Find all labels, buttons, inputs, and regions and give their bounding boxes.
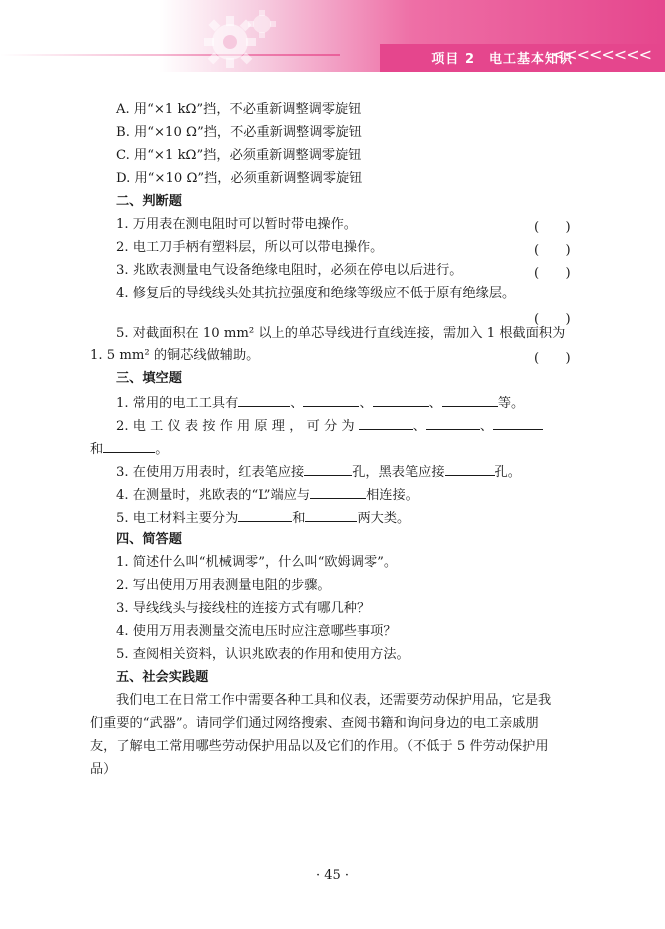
short-answer-item-3: 3. 导线线头与接线柱的连接方式有哪几种？ <box>116 601 371 616</box>
separator: 、 <box>359 396 373 411</box>
answer-blank[interactable] <box>103 439 155 453</box>
chevron-decoration: <<<<<<<< <box>551 45 651 64</box>
section-heading-social-practice: 五、社会实践题 <box>116 670 209 685</box>
fill-item-5-text-b: 和 <box>292 511 306 526</box>
fill-item-1 <box>116 393 524 413</box>
tf-item-3: 3. 兆欧表测量电气设备绝缘电阻时，必须在停电以后进行。 <box>116 263 463 278</box>
fill-item-4 <box>116 485 419 505</box>
practice-paragraph-line-2: 们重要的“武器”。请同学们通过网络搜索、查阅书籍和询问身边的电工亲戚朋 <box>90 716 539 731</box>
section-heading-short-answer: 四、简答题 <box>116 532 182 547</box>
choice-c: C. 用“×1 kΩ”挡，必须重新调整调零旋钮 <box>116 148 362 163</box>
answer-paren: ( ) <box>534 351 571 366</box>
fill-item-5-text-c: 两大类。 <box>357 511 411 526</box>
answer-blank[interactable] <box>303 393 359 407</box>
short-answer-item-2: 2. 写出使用万用表测量电阻的步骤。 <box>116 578 331 593</box>
choice-b: B. 用“×10 Ω”挡，不必重新调整调零旋钮 <box>116 125 362 140</box>
answer-blank[interactable] <box>238 393 290 407</box>
answer-blank[interactable] <box>310 485 366 499</box>
tf-item-5: 5. 对截面积在 10 mm² 以上的单芯导线进行直线连接，需加入 1 根截面积为 <box>116 326 566 341</box>
fill-item-2-and: 和 <box>90 442 104 457</box>
short-answer-item-4: 4. 使用万用表测量交流电压时应注意哪些事项？ <box>116 624 397 639</box>
fill-item-3-text-a: 3. 在使用万用表时，红表笔应接 <box>116 465 305 480</box>
section-heading-true-false: 二、判断题 <box>116 194 182 209</box>
answer-blank[interactable] <box>426 416 480 430</box>
fill-item-1-text: 1. 常用的电工工具有 <box>116 396 239 411</box>
short-answer-item-5: 5. 查阅相关资料，认识兆欧表的作用和使用方法。 <box>116 647 410 662</box>
answer-blank[interactable] <box>304 462 352 476</box>
page-header <box>0 0 665 72</box>
answer-blank[interactable] <box>359 416 413 430</box>
answer-blank[interactable] <box>442 393 498 407</box>
fill-item-4-text-a: 4. 在测量时，兆欧表的“L”端应与 <box>116 488 311 503</box>
fill-item-5 <box>116 508 410 528</box>
fill-item-3-text-b: 孔，黑表笔应接 <box>352 465 445 480</box>
practice-paragraph-line-4: 品） <box>90 762 117 777</box>
fill-item-2-continued <box>90 439 168 459</box>
fill-item-4-text-b: 相连接。 <box>366 488 419 503</box>
choice-a: A. 用“×1 kΩ”挡，不必重新调整调零旋钮 <box>116 102 362 117</box>
answer-paren: ( ) <box>534 220 571 235</box>
separator: 、 <box>412 419 426 434</box>
answer-blank[interactable] <box>238 508 292 522</box>
fill-item-2-text: 2. 电 工 仪 表 按 作 用 原 理 ， 可 分 为 <box>116 419 355 434</box>
answer-blank[interactable] <box>373 393 429 407</box>
answer-paren: ( ) <box>534 243 571 258</box>
tf-item-4: 4. 修复后的导线线头处其抗拉强度和绝缘等级应不低于原有绝缘层。 <box>116 286 516 301</box>
gear-decoration-icon <box>190 6 280 72</box>
answer-blank[interactable] <box>445 462 495 476</box>
page-number: · 45 · <box>315 868 350 883</box>
practice-paragraph-line-3: 友，了解电工常用哪些劳动保护用品以及它们的作用。（不低于 5 件劳动保护用 <box>90 739 549 754</box>
answer-blank[interactable] <box>305 508 357 522</box>
answer-paren: ( ) <box>534 312 571 327</box>
fill-item-3 <box>116 462 521 482</box>
fill-item-3-text-c: 孔。 <box>494 465 521 480</box>
tf-item-1: 1. 万用表在测电阻时可以暂时带电操作。 <box>116 217 357 232</box>
tf-item-2: 2. 电工刀手柄有塑料层，所以可以带电操作。 <box>116 240 384 255</box>
header-rule <box>0 54 340 56</box>
fill-item-5-text-a: 5. 电工材料主要分为 <box>116 511 239 526</box>
separator: 、 <box>479 419 494 434</box>
answer-paren: ( ) <box>534 266 571 281</box>
choice-d: D. 用“×10 Ω”挡，必须重新调整调零旋钮 <box>116 171 363 186</box>
fill-item-2 <box>116 416 543 436</box>
chapter-title: 项目 2 电工基本知识 <box>431 52 573 67</box>
answer-blank[interactable] <box>493 416 543 430</box>
separator: 、 <box>428 396 442 411</box>
fill-item-2-end: 。 <box>155 442 169 457</box>
tf-item-5-continued: 1. 5 mm² 的铜芯线做辅助。 <box>90 348 260 363</box>
fill-item-1-end: 等。 <box>497 396 525 411</box>
practice-paragraph-line-1: 我们电工在日常工作中需要各种工具和仪表，还需要劳动保护用品，它是我 <box>116 693 552 708</box>
short-answer-item-1: 1. 简述什么叫“机械调零”，什么叫“欧姆调零”。 <box>116 555 398 570</box>
separator: 、 <box>290 396 304 411</box>
section-heading-fill-in: 三、填空题 <box>116 371 182 386</box>
